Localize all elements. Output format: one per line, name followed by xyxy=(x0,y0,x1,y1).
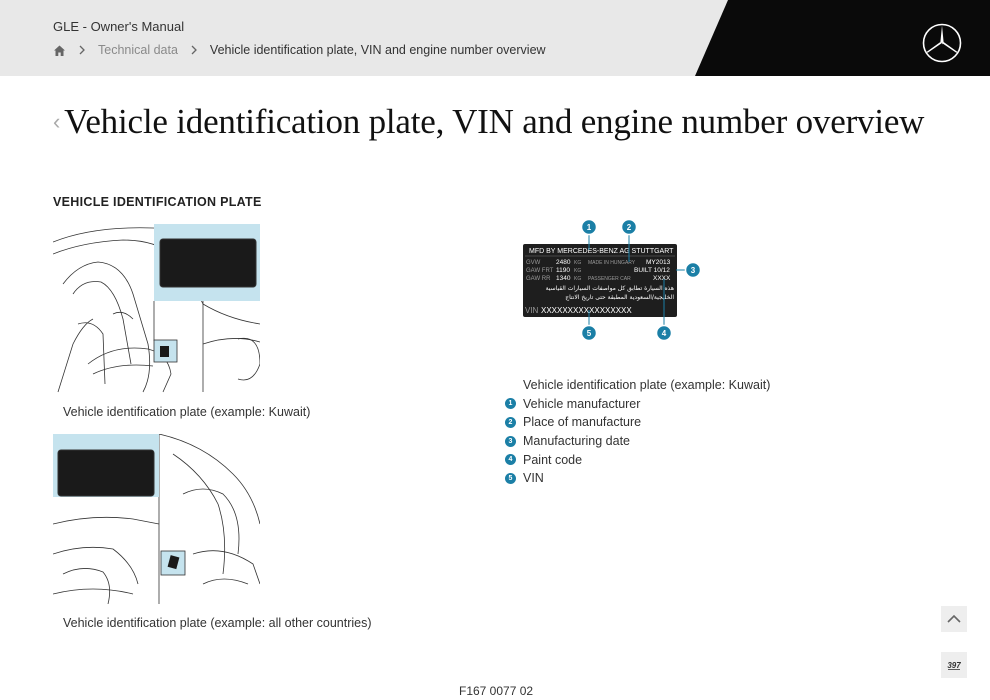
chevron-left-icon[interactable]: ‹ xyxy=(53,108,61,134)
legend-title: Vehicle identification plate (example: Kuwait) xyxy=(523,378,771,392)
plate-gaw-frt-unit: KG xyxy=(574,268,582,274)
plate-model-year: MY2013 xyxy=(646,259,671,266)
chevron-up-icon xyxy=(946,614,962,624)
scroll-to-top-button[interactable] xyxy=(941,606,967,632)
svg-text:2: 2 xyxy=(626,223,632,232)
page-title xyxy=(53,102,924,142)
plate-arabic-line-2: الخليجية/السعودية المطبقة حتى تاريخ الانتاج xyxy=(565,294,674,301)
section-heading: VEHICLE IDENTIFICATION PLATE xyxy=(53,195,262,209)
other-countries-plate-caption: Vehicle identification plate (example: all other countries) xyxy=(63,616,372,630)
callout-5 xyxy=(582,326,597,341)
legend-number-badge: 5 xyxy=(505,473,516,484)
plate-made-in: MADE IN HUNGARY xyxy=(588,260,636,266)
mercedes-star-icon[interactable] xyxy=(921,22,963,64)
legend-label: Place of manufacture xyxy=(523,415,642,430)
kuwait-plate-illustration xyxy=(53,224,260,393)
legend-label: VIN xyxy=(523,471,544,486)
breadcrumb-technical-data[interactable]: Technical data xyxy=(98,43,178,57)
legend-number-badge: 2 xyxy=(505,417,516,428)
plate-built: BUILT 10/12 xyxy=(634,267,670,274)
legend-number-badge: 4 xyxy=(505,454,516,465)
legend-label: Vehicle manufacturer xyxy=(523,396,641,411)
plate-gaw-frt-label: GAW FRT xyxy=(526,268,554,274)
page-number-button[interactable] xyxy=(941,652,967,678)
callout-4 xyxy=(657,326,672,341)
page-title-text: Vehicle identification plate, VIN and engine number overview xyxy=(64,102,925,141)
plate-gaw-rr-value: 1340 xyxy=(556,275,571,282)
plate-paint: XXXX xyxy=(653,275,671,282)
chevron-right-icon xyxy=(184,42,204,58)
svg-text:3: 3 xyxy=(690,266,696,275)
legend-item xyxy=(505,395,770,414)
legend-item xyxy=(505,450,770,469)
vehicle-identification-plate-diagram xyxy=(505,210,710,345)
callout-3 xyxy=(686,263,701,278)
plate-vin-value: XXXXXXXXXXXXXXXXX xyxy=(541,306,632,315)
plate-gaw-rr-label: GAW RR xyxy=(526,276,551,282)
svg-text:5: 5 xyxy=(586,329,592,338)
plate-gvw-unit: KG xyxy=(574,260,582,266)
legend-label: Manufacturing date xyxy=(523,434,631,449)
legend-item xyxy=(505,432,770,451)
breadcrumb xyxy=(53,42,546,58)
svg-text:1: 1 xyxy=(586,223,592,232)
plate-gaw-rr-unit: KG xyxy=(574,276,582,282)
legend-label: Paint code xyxy=(523,452,583,467)
callout-2 xyxy=(622,220,637,235)
plate-gvw-label: GVW xyxy=(526,260,541,266)
legend-item xyxy=(505,469,770,488)
callout-1 xyxy=(582,220,597,235)
legend-number-badge: 1 xyxy=(505,398,516,409)
manual-title: GLE - Owner's Manual xyxy=(53,19,185,34)
other-countries-plate-illustration xyxy=(53,434,260,604)
figure-code: F167 0077 02 xyxy=(459,684,534,698)
plate-maker: MFD BY MERCEDES-BENZ AG STUTTGART xyxy=(529,248,674,255)
svg-text:4: 4 xyxy=(661,329,667,338)
chevron-right-icon xyxy=(72,42,92,58)
legend-item xyxy=(505,413,770,432)
plate-gvw-value: 2480 xyxy=(556,259,571,266)
kuwait-plate-caption: Vehicle identification plate (example: Kuwait) xyxy=(63,405,311,419)
plate-vin-label: VIN xyxy=(525,306,539,315)
home-icon[interactable] xyxy=(53,44,66,57)
plate-passenger-car: PASSENGER CAR xyxy=(588,276,631,282)
page-number-icon xyxy=(944,658,964,672)
legend-number-badge: 3 xyxy=(505,436,516,447)
breadcrumb-current: Vehicle identification plate, VIN and engine number overview xyxy=(209,43,546,57)
plate-legend xyxy=(505,376,770,488)
plate-arabic-line-1: هذه السيارة تطابق كل مواصفات السيارات القياسية xyxy=(545,285,674,292)
svg-text:397: 397 xyxy=(947,661,961,670)
plate-gaw-frt-value: 1190 xyxy=(556,267,570,274)
